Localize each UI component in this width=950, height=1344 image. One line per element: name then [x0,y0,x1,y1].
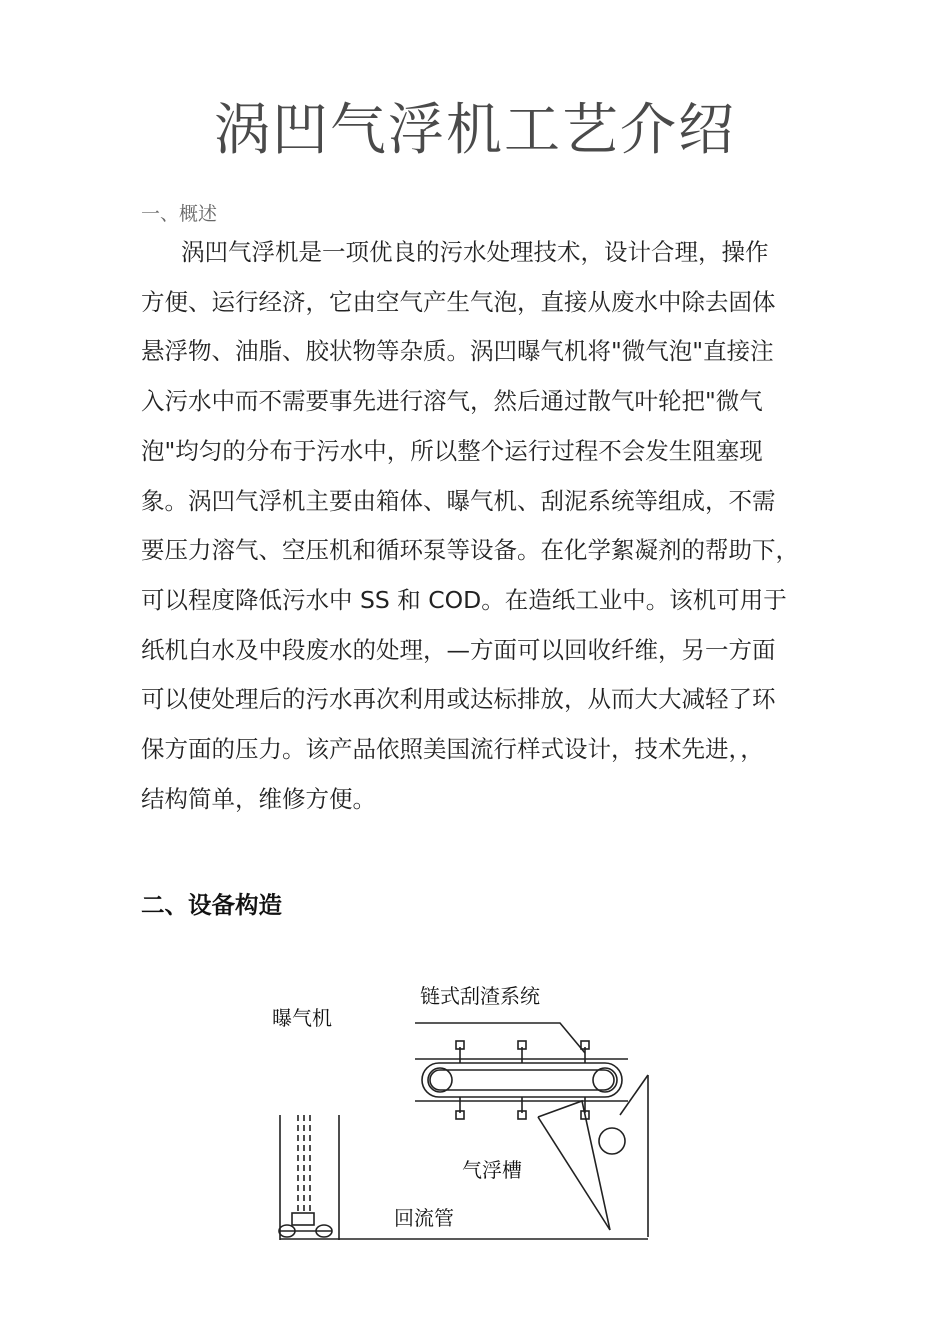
paragraph-line: 方便、运行经济，它由空气产生气泡，直接从废水中除去固体 [141,287,776,316]
sprocket-left [428,1068,452,1092]
section-heading-overview: 一、概述 [141,203,218,225]
label-aerator: 曝气机 [272,1006,332,1030]
label-return-pipe: 回流管 [394,1206,454,1230]
section-heading-structure: 二、设备构造 [141,891,282,919]
aerator-impeller [292,1213,314,1225]
paragraph-line: 涡凹气浮机是一项优良的污水处理技术，设计合理，操作 [181,238,769,266]
label-chain-scraper: 链式刮渣系统 [420,984,540,1008]
paragraph-line: 入污水中而不需要事先进行溶气，然后通过散气叶轮把"微气 [141,387,763,416]
scraper-leader-line [415,1023,585,1053]
tank-right-slope [620,1075,648,1115]
hopper-edge [538,1117,610,1230]
paragraph-line: 泡"均匀的分布于污水中，所以整个运行过程不会发生阻塞现 [141,436,763,465]
paragraph-line: 可以程度降低污水中 SS 和 COD。在造纸工业中。该机可用于 [141,585,787,614]
sludge-roller [599,1128,625,1154]
paragraph-line: 要压力溶气、空压机和循环泵等设备。在化学絮凝剂的帮助下， [141,536,799,565]
chain-loop-inner [430,1070,614,1090]
document-title: 涡凹气浮机工艺介绍 [214,98,736,163]
paragraph-line: 保方面的压力。该产品依照美国流行样式设计，技术先进，， [141,735,764,764]
overview-paragraph [141,228,813,824]
paragraph-line: 可以使处理后的污水再次利用或达标排放，从而大大减轻了环 [141,685,776,714]
paragraph-line: 纸机白水及中段废水的处理，—方面可以回收纤维，另一方面 [141,635,776,664]
paragraph-line: 结构简单，维修方便。 [141,784,376,813]
sludge-hopper [538,1101,610,1230]
paragraph-line: 象。涡凹气浮机主要由箱体、曝气机、刮泥系统等组成，不需 [141,486,776,515]
scraper-paddles [456,1041,589,1119]
paragraph-line: 悬浮物、油脂、胶状物等杂质。涡凹曝气机将"微气泡"直接注 [141,337,774,366]
equipment-structure-diagram [260,975,670,1245]
label-flotation-tank: 气浮槽 [462,1158,522,1182]
